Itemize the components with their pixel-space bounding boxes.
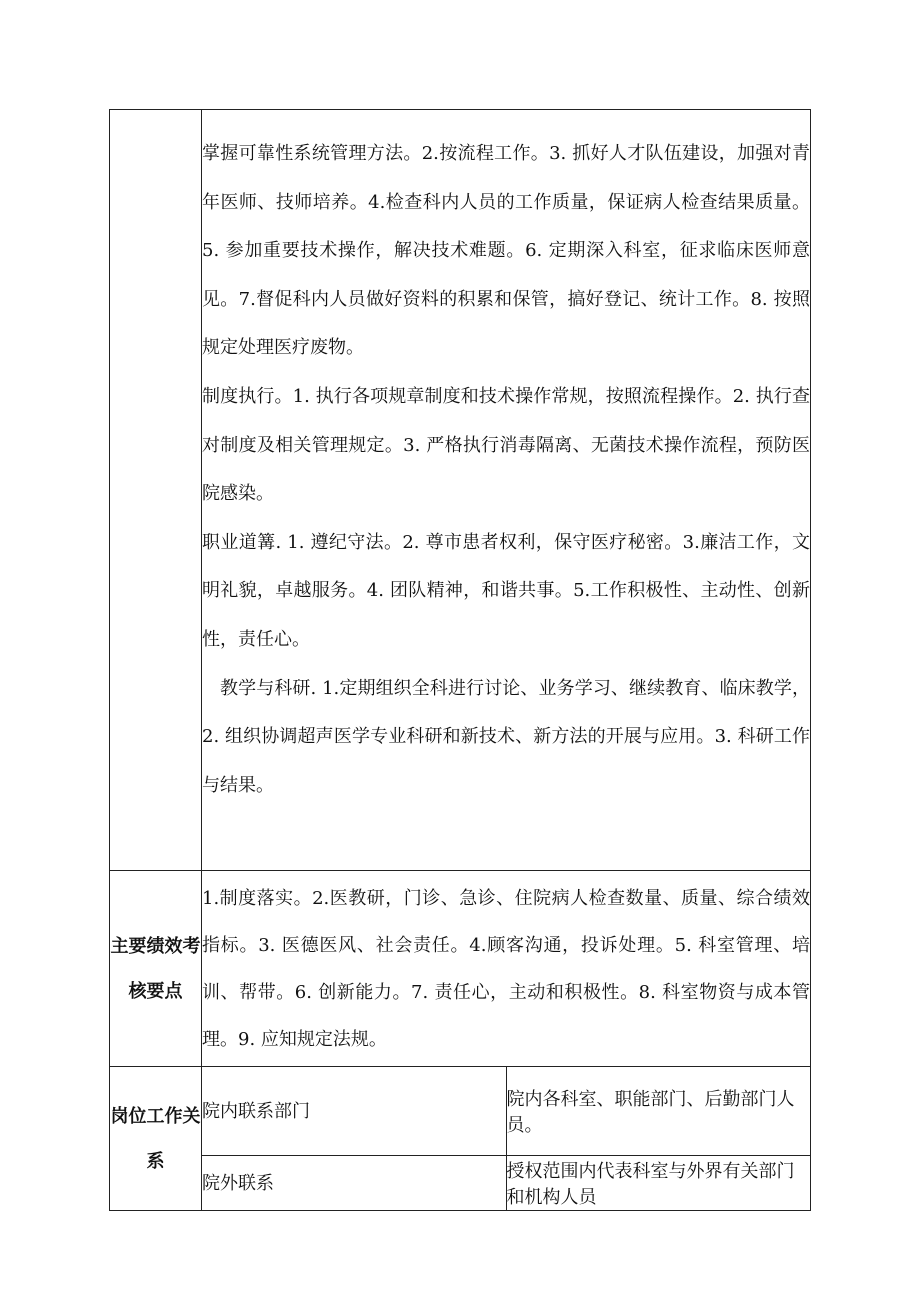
relations-internal-row [110, 1067, 811, 1156]
external-contact-value: 授权范围内代表科室与外界有关部门和机构人员 [506, 1156, 811, 1211]
internal-contact-label: 院内联系部门 [202, 1067, 507, 1156]
job-description-table [109, 109, 811, 1211]
duties-paragraph-teaching-research: 教学与科研. 1.定期组织全科进行讨论、业务学习、继续教育、临床教学，2. 组织协调超声医学专业科研和新技术、新方法的开展与应用。3. 科研工作与结果。 [202, 677, 810, 796]
performance-label: 主要绩效考核要点 [110, 871, 202, 1067]
relations-external-row [110, 1156, 811, 1211]
duties-label-cell [110, 110, 202, 871]
duties-paragraph-regulations: 制度执行。1. 执行各项规章制度和技术操作常规，按照流程操作。2. 执行查对制度及相关管理规定。3. 严格执行消毒隔离、无菌技术操作流程，预防医院感染。 [202, 385, 810, 505]
duties-paragraph-management: 掌握可靠性系统管理方法。2.按流程工作。3. 抓好人才队伍建设，加强对青年医师、技师培养。4.检查科内人员的工作质量，保证病人检查结果质量。5. 参加重要技术操作，解决技术难题。6. 定期深入科室，征求临床医师意见。7.督促科内人员做好资料的积累和保管，搞好登记、统计工作。8. 按照规定处理医疗废物。 [202, 143, 810, 359]
duties-row [110, 110, 811, 871]
relations-label: 岗位工作关系 [110, 1067, 202, 1211]
performance-row [110, 871, 811, 1067]
performance-content: 1.制度落实。2.医教研，门诊、急诊、住院病人检查数量、质量、综合绩效指标。3. 医德医风、社会责任。4.顾客沟通，投诉处理。5. 科室管理、培训、帮带。6. 创新能力。7. 责任心，主动和积极性。8. 科室物资与成本管理。9. 应知规定法规。 [202, 871, 811, 1067]
duties-content-cell [202, 110, 811, 871]
duties-paragraph-ethics: 职业道篝. 1. 遵纪守法。2. 尊市患者权利，保守医疗秘密。3.廉洁工作，文明礼貌，卓越服务。4. 团队精神，和谐共事。5.工作积极性、主动性、创新性，责任心。 [202, 531, 810, 650]
internal-contact-value: 院内各科室、职能部门、后勤部门人员。 [506, 1067, 811, 1156]
external-contact-label: 院外联系 [202, 1156, 507, 1211]
